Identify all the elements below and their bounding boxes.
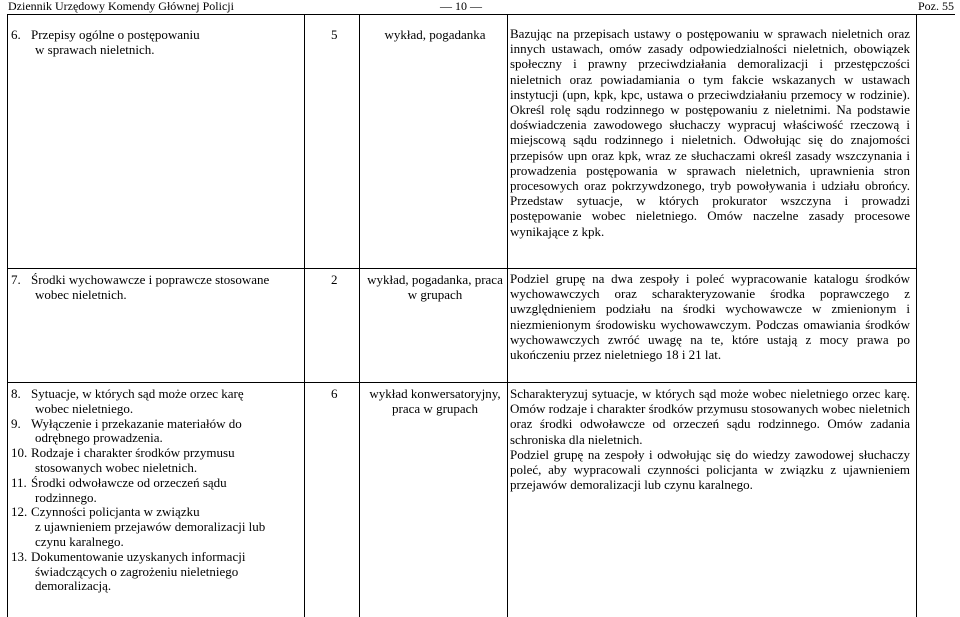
table-row-1-description: Bazując na przepisach ustawy o postępowaniu w sprawach nieletnich oraz innych ustawach, omów zasady odpowiedzialności nieletnich, obowiązek społeczny i prawny przeciwdziałania demoralizacji i przestępczości nieletnich oraz powiadamiania o tym fakcie wskazanych w ustawach instytucji (upn, kpk, kpc, ustawa o przeciwdziałaniu przemocy w rodzinie). Określ rolę sądu rodzinnego w postępowaniu z nieletnimi. Na podstawie doświadczenia zawodowego słuchaczy wypracuj właściwość rzeczową i miejscową sądu rodzinnego i nieletnich. Odwołując się do znajomości przepisów upn oraz kpk, wraz ze słuchaczami określ zasady wszczynania i prowadzenia postępowania w sprawach nieletnich, uprawnienia stron procesowych oraz pokrzywdzonego, tryb powoływania i udziału obrońcy. Przedstaw sytuacje, w których prokurator wszczyna i prowadzi postępowanie wobec nieletniego. Omów naczelne zasady procesowe wynikające z kpk. — [510, 26, 910, 239]
table-row-2-description: Podziel grupę na dwa zespoły i poleć wypracowanie katalogu środków wychowawczych oraz scharakteryzowanie środka poprawczego z uwzględnieniem podziału na środki wychowawcze w zmienionym i niezmienionym środowisku wychowawczym. Podczas omawiania środków wychowawczych zwróć uwagę na te, które ustają z mocy prawa po ukończeniu przez nieletniego 18 i 21 lat. — [510, 271, 910, 363]
table-row-3-hours: 6 — [331, 386, 338, 401]
column-divider-1 — [304, 15, 305, 617]
page-number: — 10 — — [440, 0, 482, 13]
table-row-2-hours: 2 — [331, 272, 338, 287]
topic-item: 12. Czynności policjanta w związku z ujawnieniem przejawów demoralizacji lub czynu karalnego. — [11, 504, 266, 549]
table-row-3-topics — [11, 387, 303, 594]
topic-item: 10. Rodzaje i charakter środków przymusu stosowanych wobec nieletnich. — [11, 445, 235, 475]
position-number: Poz. 55 — [918, 0, 954, 13]
table-border-left — [7, 15, 8, 617]
header-rule — [7, 14, 955, 15]
description-paragraph: Podziel grupę na zespoły i odwołując się do wiedzy zawodowej słuchaczy poleć, aby wypracowali czynności policjanta w związku z ujawnieniem przejawów demoralizacji lub czynu karalnego. — [510, 446, 910, 493]
topic-item: 11. Środki odwoławcze od orzeczeń sądu rodzinnego. — [11, 474, 227, 505]
description-paragraph: Scharakteryzuj sytuacje, w których sąd może wobec nieletniego orzec karę. Omów rodzaje i charakter środków przymusu stosowanych wobec nieletnich oraz środki odwoławcze od orzeczeń sądu rodzinnego. Omów zadania schroniska dla nieletnich. — [510, 386, 910, 447]
page-header — [0, 0, 960, 14]
table-row-1-topic: 6. Przepisy ogólne o postępowaniu w sprawach nieletnich. — [11, 27, 200, 57]
topic-item: 13. Dokumentowanie uzyskanych informacji świadczących o zagrożeniu nieletniego demoralizacją. — [11, 548, 246, 594]
table-row-1-hours: 5 — [331, 27, 338, 42]
table-row-2-topic: 7. Środki wychowawcze i poprawcze stosowane wobec nieletnich. — [11, 272, 270, 302]
table-row-2-method: wykład, pogadanka, praca w grupach — [367, 272, 503, 302]
row-divider-2 — [7, 382, 917, 383]
table-row-3-method: wykład konwersatoryjny, praca w grupach — [369, 386, 501, 416]
row-divider-1 — [7, 268, 917, 269]
table-row-1-method: wykład, pogadanka — [384, 27, 486, 42]
table-border-right — [916, 15, 917, 617]
topic-item: 9. Wyłączenie i przekazanie materiałów do odrębnego prowadzenia. — [11, 415, 242, 446]
topic-item: 8. Sytuacje, w których sąd może orzec karę wobec nieletniego. — [11, 386, 244, 416]
table-row-3-description — [510, 386, 910, 492]
column-divider-3 — [507, 15, 508, 617]
journal-title: Dziennik Urzędowy Komendy Głównej Policji — [8, 0, 234, 13]
column-divider-2 — [359, 15, 360, 617]
